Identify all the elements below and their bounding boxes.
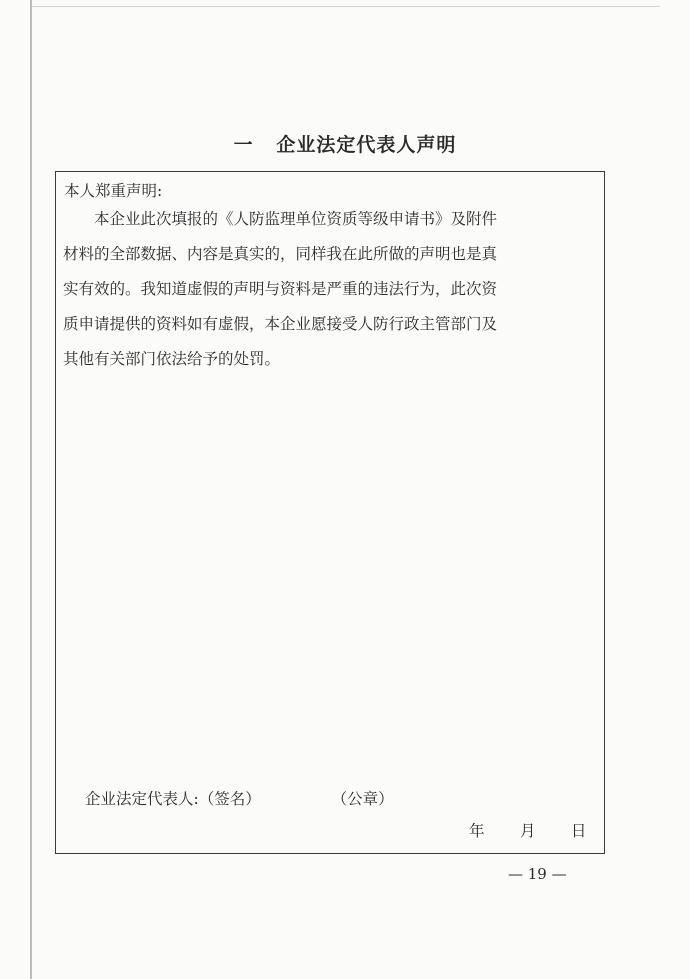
page-number: — 19 — [508, 865, 567, 883]
date-row [469, 819, 617, 841]
seal-label: （公章） [331, 790, 394, 808]
scan-top-edge [30, 6, 660, 7]
declaration-box [55, 171, 605, 854]
statement-line: 其他有关部门依法给予的处罚。 [63, 350, 281, 368]
statement-line: 材料的全部数据、内容是真实的，同样我在此所做的声明也是真 [63, 245, 498, 263]
date-month: 月 [519, 822, 536, 840]
declaration-intro: 本人郑重声明: [64, 182, 163, 200]
signature-row [85, 787, 394, 809]
signature-label: 企业法定代表人:（签名） [85, 790, 261, 808]
date-day: 日 [570, 822, 587, 840]
statement-line: 本企业此次填报的《人防监理单位资质等级申请书》及附件 [94, 210, 498, 228]
statement-line: 质申请提供的资料如有虚假，本企业愿接受人防行政主管部门及 [63, 315, 498, 333]
statement-line: 实有效的。我知道虚假的声明与资料是严重的违法行为，此次资 [63, 280, 498, 298]
date-year: 年 [469, 822, 485, 840]
declaration-statement [63, 202, 597, 377]
page-heading: 一 企业法定代表人声明 [233, 134, 457, 156]
